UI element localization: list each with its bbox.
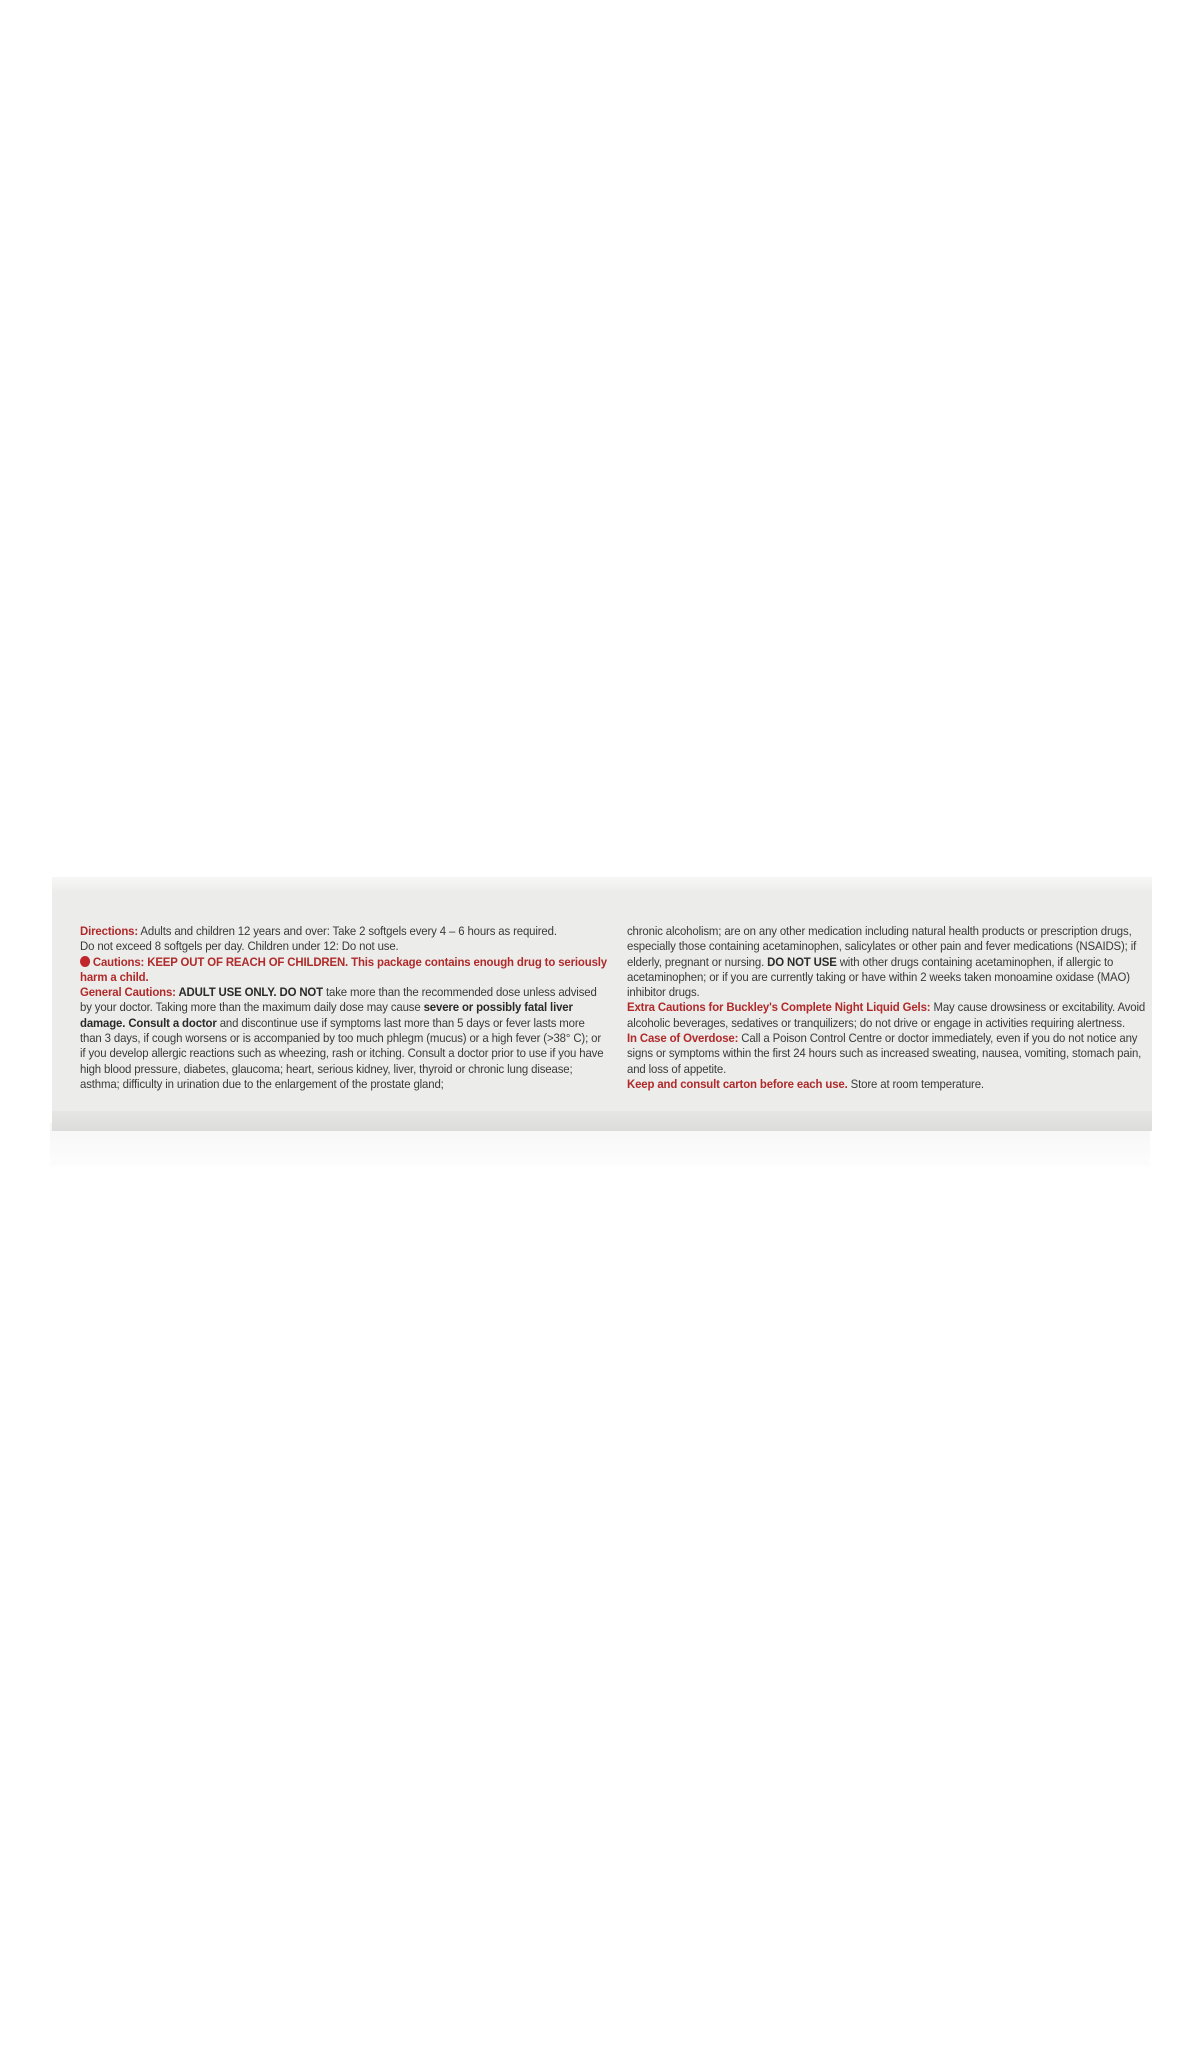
directions-text-2: Do not exceed 8 softgels per day. Children under 12: Do not use.	[80, 939, 399, 954]
directions-label: Directions:	[80, 924, 139, 938]
severe-warning: severe or possibly fatal liver damage.	[80, 1000, 573, 1030]
general-cautions-paragraph	[80, 985, 609, 1092]
right-text-1: chronic alcoholism; are on any other medication including natural health products or prescription drugs, especially those containing acetaminophen, salicylates or other pain and fever medications (NSAIDS); if elderly, pregnant or nursing.	[627, 924, 1137, 969]
overdose-paragraph	[627, 1031, 1156, 1077]
consult-doctor: Consult a doctor	[125, 1015, 217, 1030]
keep-label: Keep and consult carton before each use.	[627, 1076, 848, 1091]
label-right-column	[627, 924, 1156, 1092]
cautions-label: Cautions:	[92, 954, 145, 969]
storage-paragraph	[627, 1077, 1156, 1092]
continued-cautions-paragraph	[627, 924, 1156, 1000]
overdose-label: In Case of Overdose:	[627, 1031, 739, 1046]
carton-bottom-band	[52, 1111, 1152, 1131]
warning-dot-icon	[80, 956, 90, 967]
storage-text: Store at room temperature.	[847, 1076, 984, 1091]
label-left-column	[80, 924, 609, 1092]
general-cautions-label: General Cautions:	[80, 985, 176, 1000]
general-text-2: and discontinue use if symptoms last more than 5 days or fever lasts more than 3 days, if cough worsens or is accompanied by too much phlegm (mucus) or a high fever (>38° C); or if you develop allergic reactions such as wheezing, rash or itching. Consult a doctor prior to use if you have high blood pressure, diabetes, glaucoma; heart, serious kidney, liver, thyroid or chronic lung disease; asthma; difficulty in urination due to the enlargement of the prostate gland;	[80, 1015, 604, 1091]
cautions-text: KEEP OUT OF REACH OF CHILDREN. This package contains enough drug to seriously harm a child.	[80, 954, 608, 984]
overdose-text: Call a Poison Control Centre or doctor immediately, even if you do not notice any signs or symptoms within the first 24 hours such as increased sweating, nausea, vomiting, stomach pain, and loss of appetite.	[627, 1031, 1142, 1076]
general-text-1: take more than the recommended dose unless advised by your doctor. Taking more than the maximum daily dose may cause	[80, 985, 597, 1015]
do-not: DO NOT	[276, 985, 323, 1000]
extra-cautions-text: May cause drowsiness or excitability. Avoid alcoholic beverages, sedatives or tranquilizers; do not drive or engage in activities requiring alertness.	[627, 1000, 1146, 1030]
extra-cautions-label: Extra Cautions for Buckley's Complete Night Liquid Gels:	[627, 1000, 931, 1015]
carton-side-panel	[52, 877, 1152, 1131]
directions-paragraph	[80, 924, 609, 955]
directions-text-1: Adults and children 12 years and over: Take 2 softgels every 4 – 6 hours as required.	[138, 924, 557, 938]
extra-cautions-paragraph	[627, 1000, 1156, 1031]
adult-use-only: ADULT USE ONLY.	[175, 985, 277, 1000]
cautions-paragraph	[80, 955, 609, 986]
do-not-use: DO NOT USE	[767, 954, 837, 969]
right-text-2: with other drugs containing acetaminophen, if allergic to acetaminophen; or if you are currently taking or have within 2 weeks taken monoamine oxidase (MAO) inhibitor drugs.	[627, 954, 1130, 1000]
carton-top-edge	[52, 877, 1152, 895]
